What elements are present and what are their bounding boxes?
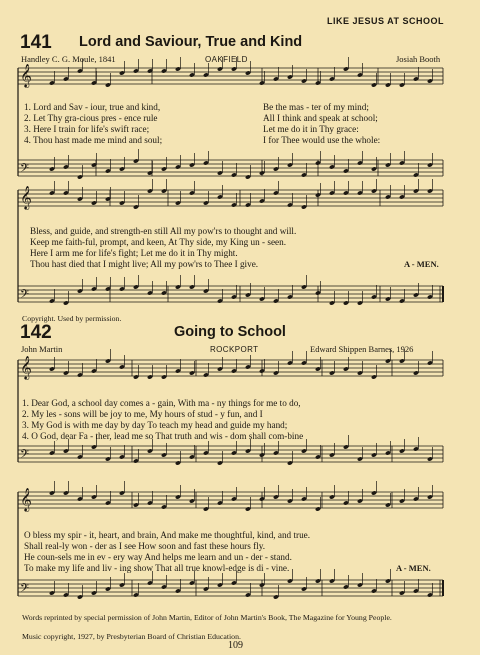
verse-line: Keep me faith-ful, prompt, and keen, At Thy side, my King un - seen. bbox=[30, 237, 287, 247]
verse-block bbox=[263, 102, 380, 146]
section-heading: LIKE JESUS AT SCHOOL bbox=[326, 16, 444, 26]
music-glyph: 𝄢 bbox=[20, 288, 30, 304]
music-glyph: 𝄞 bbox=[20, 487, 32, 511]
verse-line: Bless, and guide, and strength-en still All my pow'rs to thought and will. bbox=[30, 226, 297, 236]
music-glyph: 𝄢 bbox=[20, 448, 30, 464]
hymn-title: Lord and Saviour, True and Kind bbox=[79, 34, 303, 50]
verse-line: 2. My les - sons will be joy to me, My hours of stud - y fun, and I bbox=[22, 409, 263, 419]
verse-line: Be the mas - ter of my mind; bbox=[263, 102, 369, 112]
verse-line: Here I arm me for life's fight; Let me do it in Thy might. bbox=[30, 248, 238, 258]
verse-line: 1. Dear God, a school day comes a - gain, With ma - ny things for me to do, bbox=[22, 398, 301, 408]
verse-block bbox=[24, 530, 310, 574]
tune-name: OAKFIELD bbox=[205, 55, 248, 64]
verse-line: 2. Let Thy gra-cious pres - ence rule bbox=[24, 113, 158, 123]
music-glyph: 𝄞 bbox=[20, 63, 32, 87]
verse-line: 1. Lord and Sav - iour, true and kind, bbox=[24, 102, 161, 112]
verse-line: 4. O God, dear Fa - ther, lead me so That truth and wis - dom shall com-bine bbox=[22, 431, 304, 441]
hymn-author: Handley C. G. Moule, 1841 bbox=[21, 54, 116, 64]
verse-block bbox=[30, 226, 296, 270]
verse-line: All I think and speak at school; bbox=[263, 113, 378, 123]
verse-block bbox=[24, 102, 162, 146]
music-glyph: 𝄢 bbox=[20, 582, 30, 598]
copyright-note: Words reprinted by special permission of John Martin, Editor of John Martin's Book, The Magazine for Young People. bbox=[22, 613, 392, 622]
verse-line: 3. Here I train for life's swift race; bbox=[24, 124, 150, 134]
music-glyph: 𝄞 bbox=[20, 355, 32, 379]
verse-line: Shall real-ly won - der as I see How soon and fast these hours fly. bbox=[24, 541, 266, 551]
amen-label: A - MEN. bbox=[404, 259, 439, 269]
verse-line: Thou hast died that I might live; All my pow'rs to Thee I give. bbox=[30, 259, 259, 269]
amen-label: A - MEN. bbox=[396, 563, 431, 573]
verse-line: I for Thee would use the whole: bbox=[263, 135, 381, 145]
page-number: 109 bbox=[228, 640, 243, 651]
verse-block bbox=[22, 398, 303, 442]
verse-line: Let me do it in Thy grace: bbox=[263, 124, 359, 134]
hymn-number: 142 bbox=[20, 322, 52, 343]
hymn-composer: Josiah Booth bbox=[396, 54, 441, 64]
music-glyph: 𝄢 bbox=[20, 162, 30, 178]
music-glyph: 𝄞 bbox=[20, 185, 32, 209]
verse-line: 3. My God is with me day by day To teach my head and guide my hand; bbox=[22, 420, 288, 430]
copyright-note: Copyright. Used by permission. bbox=[22, 314, 122, 323]
verse-line: He coun-sels me in ev - ery way And helps me learn and un - der - stand. bbox=[24, 552, 292, 562]
tune-name: ROCKPORT bbox=[210, 345, 259, 354]
verse-line: O bless my spir - it, heart, and brain, And make me thoughtful, kind, and true. bbox=[24, 530, 311, 540]
copyright-note: Music copyright, 1927, by Presbyterian Board of Christian Education. bbox=[22, 632, 241, 641]
hymn-composer: Edward Shippen Barnes, 1926 bbox=[310, 344, 414, 354]
hymn-author: John Martin bbox=[21, 344, 63, 354]
verse-line: To make my life and liv - ing show That all true knowl-edge is di - vine. bbox=[24, 563, 290, 573]
hymn-number: 141 bbox=[20, 32, 52, 53]
verse-line: 4. Thou hast made me mind and soul; bbox=[24, 135, 163, 145]
hymn-title: Going to School bbox=[174, 324, 286, 340]
